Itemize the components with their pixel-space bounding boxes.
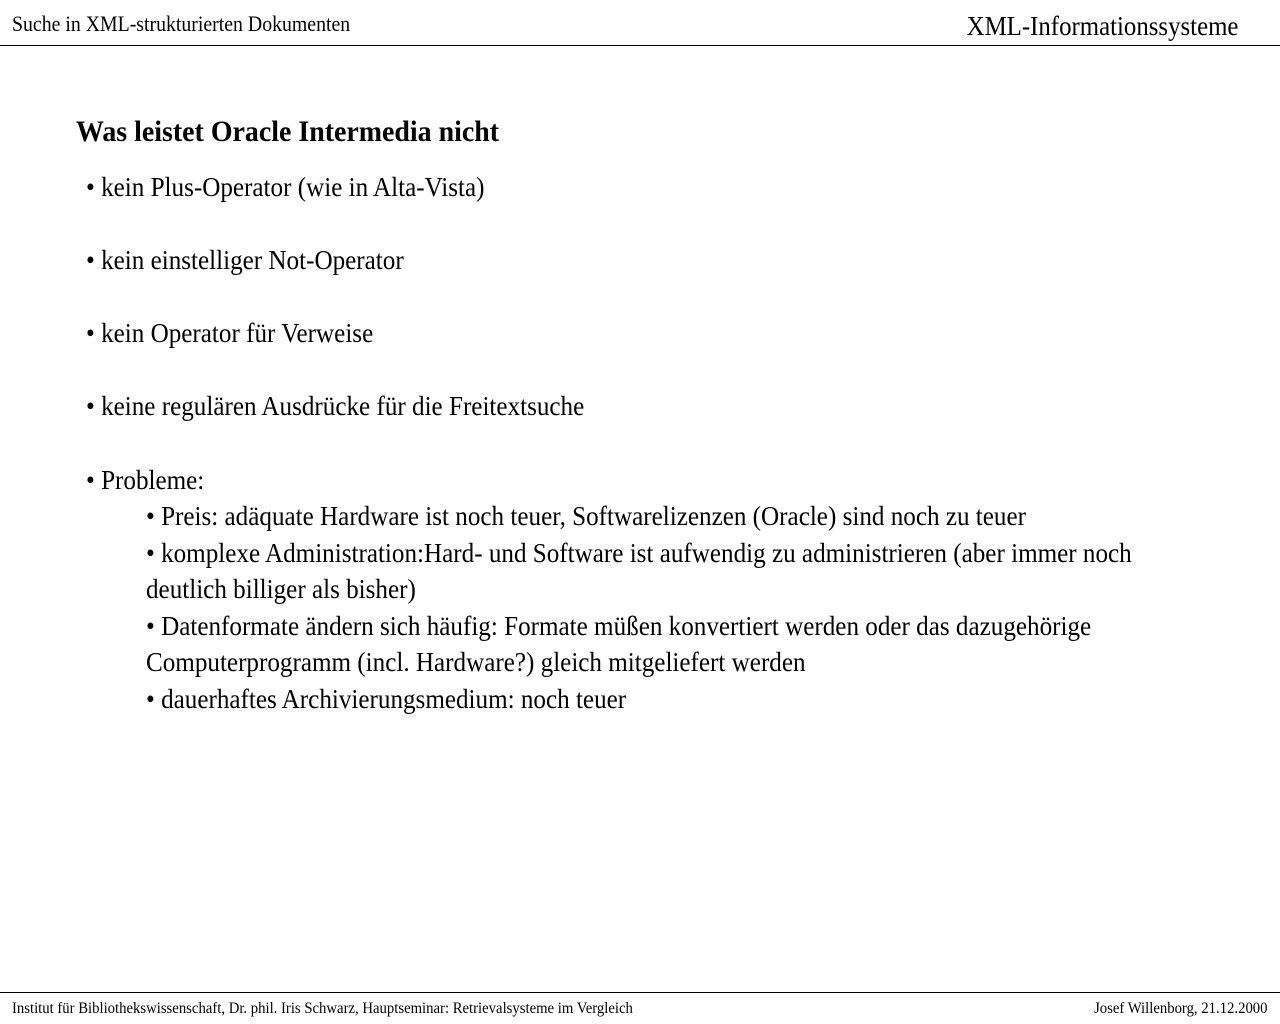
header-topic: XML-Informationssysteme xyxy=(966,11,1238,41)
footer-institute: Institut für Bibliothekswissenschaft, Dr. phil. Iris Schwarz, Hauptseminar: Retrievalsysteme im Vergleich xyxy=(12,1000,633,1017)
bullet-item-plus-operator: • kein Plus-Operator (wie in Alta-Vista) xyxy=(86,172,485,202)
header-course-title: Suche in XML-strukturierten Dokumenten xyxy=(12,11,351,36)
sub-bullet-administration-continued: deutlich billiger als bisher) xyxy=(146,574,416,604)
bullet-item-regex: • keine regulären Ausdrücke für die Freitextsuche xyxy=(86,391,585,421)
slide-title: Was leistet Oracle Intermedia nicht xyxy=(76,115,500,148)
sub-bullet-archive-medium: • dauerhaftes Archivierungsmedium: noch teuer xyxy=(146,684,627,714)
sub-bullet-price: • Preis: adäquate Hardware ist noch teuer, Softwarelizenzen (Oracle) sind noch zu teuer xyxy=(146,501,1026,531)
sub-bullet-administration: • komplexe Administration:Hard- und Software ist aufwendig zu administrieren (aber immer noch xyxy=(146,538,1132,568)
bullet-item-reference-operator: • kein Operator für Verweise xyxy=(86,318,374,348)
footer-author-date: Josef Willenborg, 21.12.2000 xyxy=(1094,1000,1268,1017)
header-divider xyxy=(0,45,1280,46)
bullet-item-not-operator: • kein einstelliger Not-Operator xyxy=(86,245,404,275)
sub-bullet-data-formats: • Datenformate ändern sich häufig: Formate müßen konvertiert werden oder das dazugehörige xyxy=(146,611,1092,641)
footer-divider xyxy=(0,992,1280,993)
bullet-item-problems: • Probleme: xyxy=(86,465,205,495)
sub-bullet-data-formats-continued: Computerprogramm (incl. Hardware?) gleich mitgeliefert werden xyxy=(146,647,806,677)
